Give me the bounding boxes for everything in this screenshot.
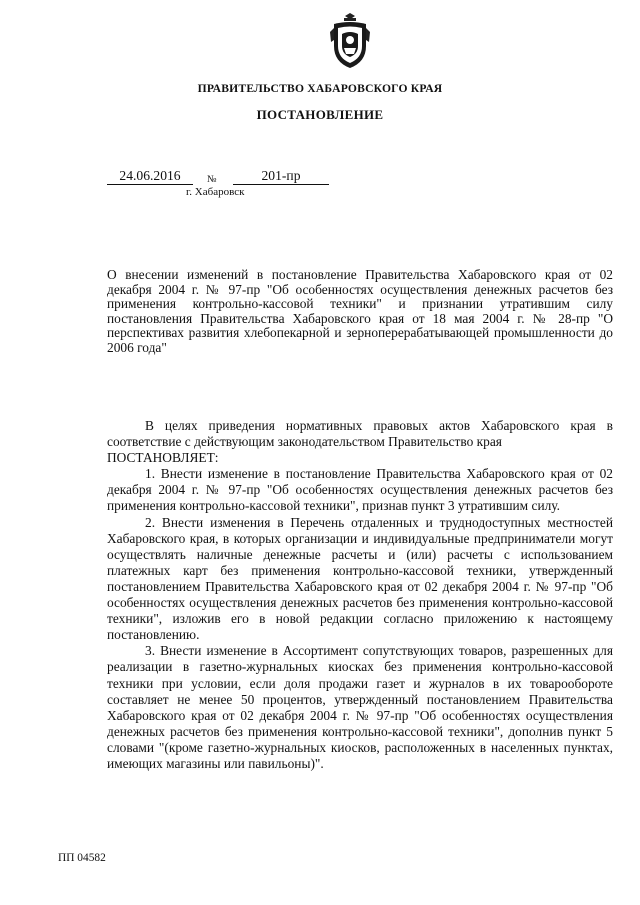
footer-code: ПП 04582 bbox=[58, 852, 106, 864]
coat-of-arms-icon bbox=[328, 12, 372, 70]
document-title: О внесении изменений в постановление Правительства Хабаровского края от 02 декабря 2004 г. № 97-пр "Об особенностях осуществления денежных расчетов без применения контрольно-кассовой техники" и признании утратившим силу постановления Правительства Хабаровского края от 18 мая 2004 г. № 28-пр "О перспективах развития хлебопекарной и зерноперерабатывающей промышленности до 2006 года" bbox=[107, 267, 613, 355]
document-body bbox=[107, 418, 613, 772]
resolves-word: ПОСТАНОВЛЯЕТ: bbox=[107, 450, 219, 466]
clause-2: 2. Внести изменения в Перечень отдаленных и труднодоступных местностей Хабаровского края, в которых организации и индивидуальные предприниматели могут осуществлять наличные денежные расчеты и (или) расчеты с использованием платежных карт без применения контрольно-кассовой техники, утвержденный постановлением Правительства Хабаровского края от 02 декабря 2004 г. № 97-пр "Об особенностях осуществления денежных расчетов без применения контрольно-кассовой техники", изложив его в новой редакции согласно приложению к настоящему постановлению. bbox=[107, 514, 613, 643]
clause-1: 1. Внести изменение в постановление Правительства Хабаровского края от 02 декабря 2004 г. № 97-пр "Об особенностях осуществления денежных расчетов без применения контрольно-кассовой техники", признав пункт 3 утратившим силу. bbox=[107, 466, 613, 514]
government-name: ПРАВИТЕЛЬСТВО ХАБАРОВСКОГО КРАЯ bbox=[197, 82, 443, 95]
clause-3: 3. Внести изменение в Ассортимент сопутствующих товаров, разрешенных для реализации в газетно-журнальных киосках без применения контрольно-кассовой техники при условии, если доля продажи газет и журналов в их товарообороте составляет не менее 50 процентов, утвержденный постановлением Правительства Хабаровского края от 02 декабря 2004 г. № 97-пр "Об особенностях осуществления денежных расчетов без применения контрольно-кассовой техники", дополнив пункт 5 словами "(кроме газетно-журнальных киосков, расположенных в населенных пунктах, имеющих магазины или павильоны)". bbox=[107, 643, 613, 771]
number-sign: № bbox=[207, 174, 217, 185]
document-date: 24.06.2016 bbox=[107, 168, 193, 185]
document-type: ПОСТАНОВЛЕНИЕ bbox=[256, 107, 384, 122]
city: г. Хабаровск bbox=[186, 186, 245, 198]
preamble: В целях приведения нормативных правовых актов Хабаровского края в соответствие с действующим законодательством Правительство края bbox=[107, 418, 613, 450]
document-number: 201-пр bbox=[233, 168, 329, 185]
